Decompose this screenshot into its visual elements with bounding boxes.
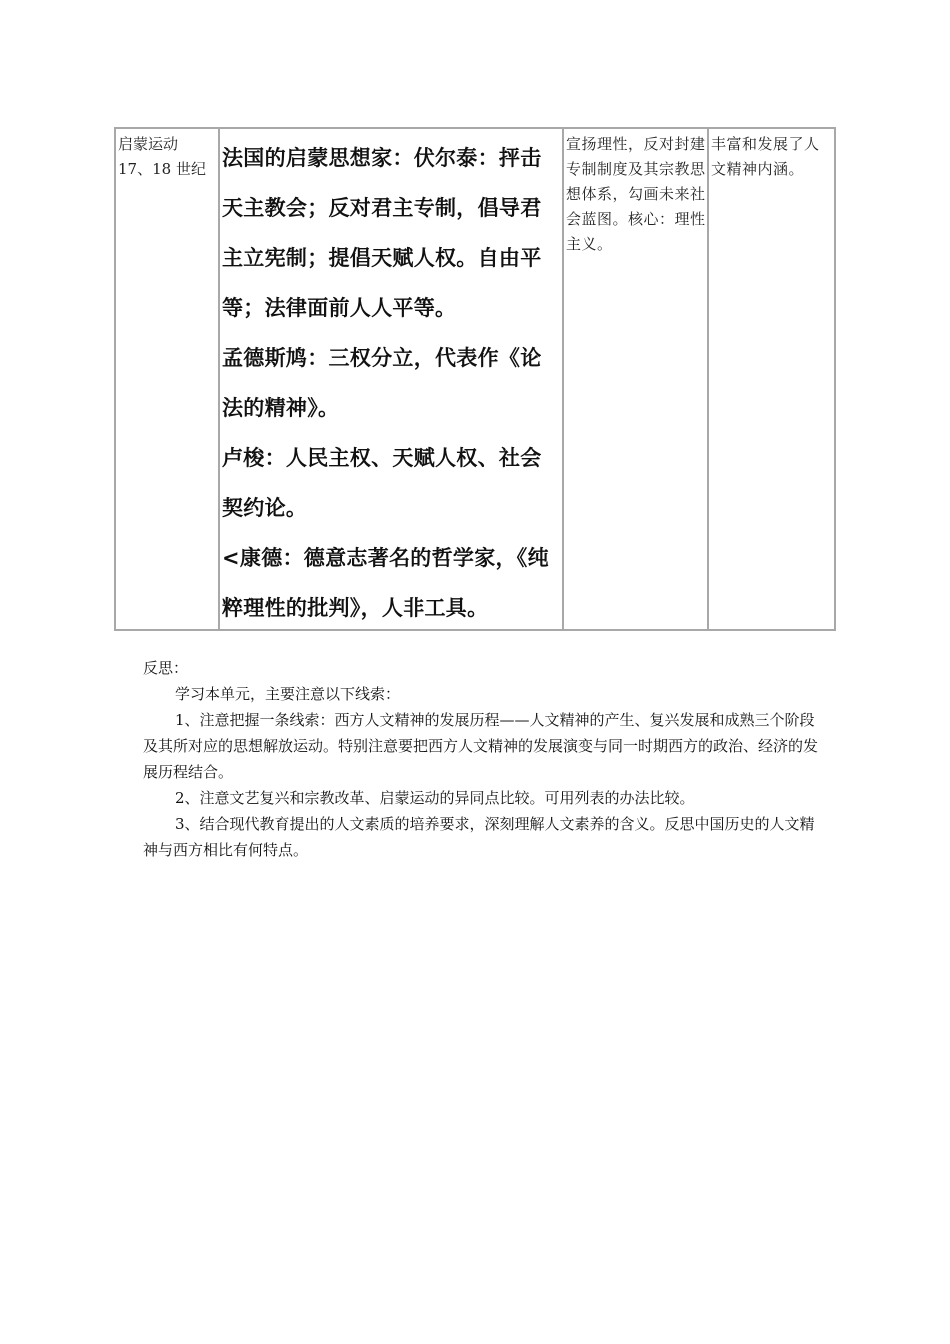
period-cell (116, 129, 220, 629)
thinker-kant: <康德：德意志著名的哲学家，《纯粹理性的批判》，人非工具。 (222, 546, 549, 620)
reflection-section (143, 655, 823, 863)
thinkers-cell (220, 129, 564, 629)
significance-cell (709, 129, 834, 629)
period-century: 17、18 世纪 (118, 160, 206, 178)
reflection-point: 3、结合现代教育提出的人文素质的培养要求，深刻理解人文素养的含义。反思中国历史的人文精神与西方相比有何特点。 (143, 815, 815, 859)
enlightenment-table (114, 127, 836, 631)
reflection-point: 2、注意文艺复兴和宗教改革、启蒙运动的异同点比较。可用列表的办法比较。 (175, 789, 695, 807)
reflection-point: 1、注意把握一条线索：西方人文精神的发展历程——人文精神的产生、复兴发展和成熟三个阶段及其所对应的思想解放运动。特别注意要把西方人文精神的发展演变与同一时期西方的政治、经济的发展历程结合。 (143, 711, 819, 781)
period-name: 启蒙运动 (118, 135, 179, 153)
content-text: 宣扬理性，反对封建专制制度及其宗教思想体系，勾画未来社会蓝图。核心：理性主义。 (566, 135, 706, 253)
thinker-montesquieu: 孟德斯鸠：三权分立，代表作《论法的精神》。 (222, 346, 542, 420)
significance-text: 丰富和发展了人文精神内涵。 (711, 135, 820, 178)
thinker-rousseau: 卢梭：人民主权、天赋人权、社会契约论。 (222, 446, 542, 520)
thinker-voltaire: 法国的启蒙思想家：伏尔泰：抨击天主教会；反对君主专制，倡导君主立宪制；提倡天赋人权。自由平等；法律面前人人平等。 (222, 146, 542, 320)
content-cell (564, 129, 709, 629)
reflection-heading: 反思： (143, 659, 189, 677)
reflection-intro: 学习本单元，主要注意以下线索： (175, 685, 401, 703)
